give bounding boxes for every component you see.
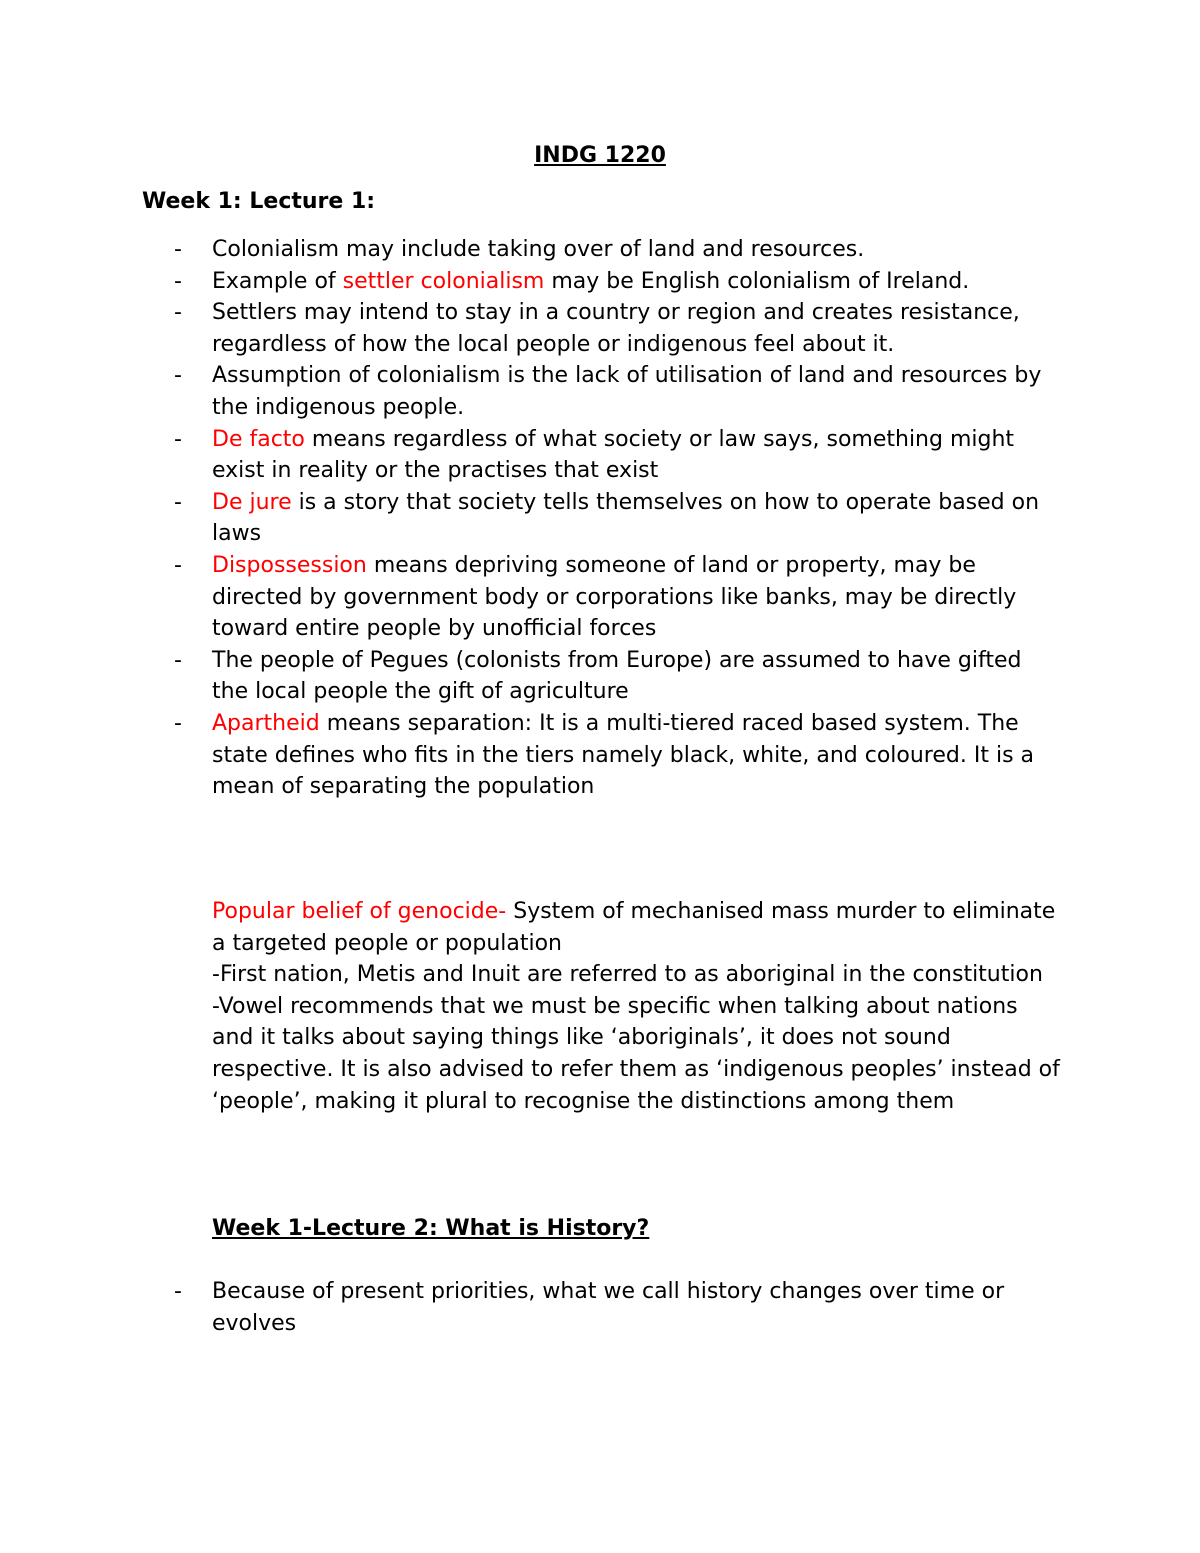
list-item bbox=[142, 360, 1062, 423]
bullet-text: Settlers may intend to stay in a country or region and creates resistance, regardless of how the local people or indigenous feel about it. bbox=[212, 300, 1020, 357]
bullet-text: means regardless of what society or law says, something might exist in reality or the practises that exist bbox=[212, 426, 1015, 484]
list-item bbox=[142, 550, 1062, 645]
list-item bbox=[142, 266, 1062, 298]
section-heading-week1-lecture2: Week 1-Lecture 2: What is History? bbox=[212, 1216, 650, 1241]
bullet-dash: - bbox=[174, 647, 182, 673]
lecture2-bullet-list bbox=[142, 1276, 1062, 1339]
note-paragraph: -First nation, Metis and Inuit are referred to as aboriginal in the constitution bbox=[212, 962, 1043, 988]
term-settler-colonialism: settler colonialism bbox=[342, 268, 545, 294]
list-item bbox=[142, 708, 1062, 803]
list-item bbox=[142, 297, 1062, 360]
document-title: INDG 1220 bbox=[534, 143, 666, 168]
term-genocide: Popular belief of genocide- bbox=[212, 899, 507, 924]
bullet-dash: - bbox=[174, 1279, 182, 1304]
genocide-text: System of mechanised mass murder to eliminate a targeted people or population bbox=[212, 899, 1056, 956]
bullet-dash: - bbox=[174, 552, 182, 578]
bullet-text: The people of Pegues (colonists from Europe) are assumed to have gifted the local people the gift of agriculture bbox=[212, 647, 1022, 705]
bullet-text: means depriving someone of land or property, may be directed by government body or corporations like banks, may be directly toward entire people by unofficial forces bbox=[212, 552, 1017, 642]
list-item bbox=[142, 645, 1062, 708]
bullet-dash: - bbox=[174, 489, 182, 515]
bullet-dash: - bbox=[174, 363, 182, 389]
list-item bbox=[142, 234, 1062, 266]
bullet-text: Colonialism may include taking over of land and resources. bbox=[212, 237, 865, 262]
lecture1-bullet-list bbox=[142, 234, 1062, 803]
bullet-text: Assumption of colonialism is the lack of utilisation of land and resources by the indigenous people. bbox=[212, 363, 1042, 420]
term-apartheid: Apartheid bbox=[212, 710, 320, 736]
list-item bbox=[142, 1276, 1062, 1339]
genocide-section bbox=[212, 896, 1062, 1117]
bullet-dash: - bbox=[174, 426, 182, 452]
bullet-dash: - bbox=[174, 237, 182, 262]
bullet-dash: - bbox=[174, 710, 182, 736]
section-heading-week1-lecture1: Week 1: Lecture 1: bbox=[142, 189, 376, 214]
genocide-definition bbox=[212, 896, 1062, 959]
term-de-facto: De facto bbox=[212, 426, 305, 452]
bullet-dash: - bbox=[174, 268, 182, 294]
bullet-text: may be English colonialism of Ireland. bbox=[544, 268, 970, 294]
bullet-text: means separation: It is a multi-tiered raced based system. The state defines who fits in the tiers namely black, white, and coloured. It is a mean of separating the population bbox=[212, 710, 1035, 800]
bullet-text: Because of present priorities, what we call history changes over time or evolves bbox=[212, 1279, 1005, 1336]
note-paragraph: -Vowel recommends that we must be specific when talking about nations and it talks about saying things like ‘aboriginals’, it does not sound respective. It is also advised to refer them as ‘indigenous peoples’ instead of ‘people’, making it plural to recognise the distinctions among them bbox=[212, 993, 1060, 1114]
list-item bbox=[142, 424, 1062, 487]
bullet-text: is a story that society tells themselves on how to operate based on laws bbox=[212, 489, 1040, 547]
term-de-jure: De jure bbox=[212, 489, 292, 515]
bullet-dash: - bbox=[174, 300, 182, 326]
list-item bbox=[142, 487, 1062, 550]
bullet-prefix: Example of bbox=[212, 268, 343, 294]
term-dispossession: Dispossession bbox=[212, 552, 367, 578]
